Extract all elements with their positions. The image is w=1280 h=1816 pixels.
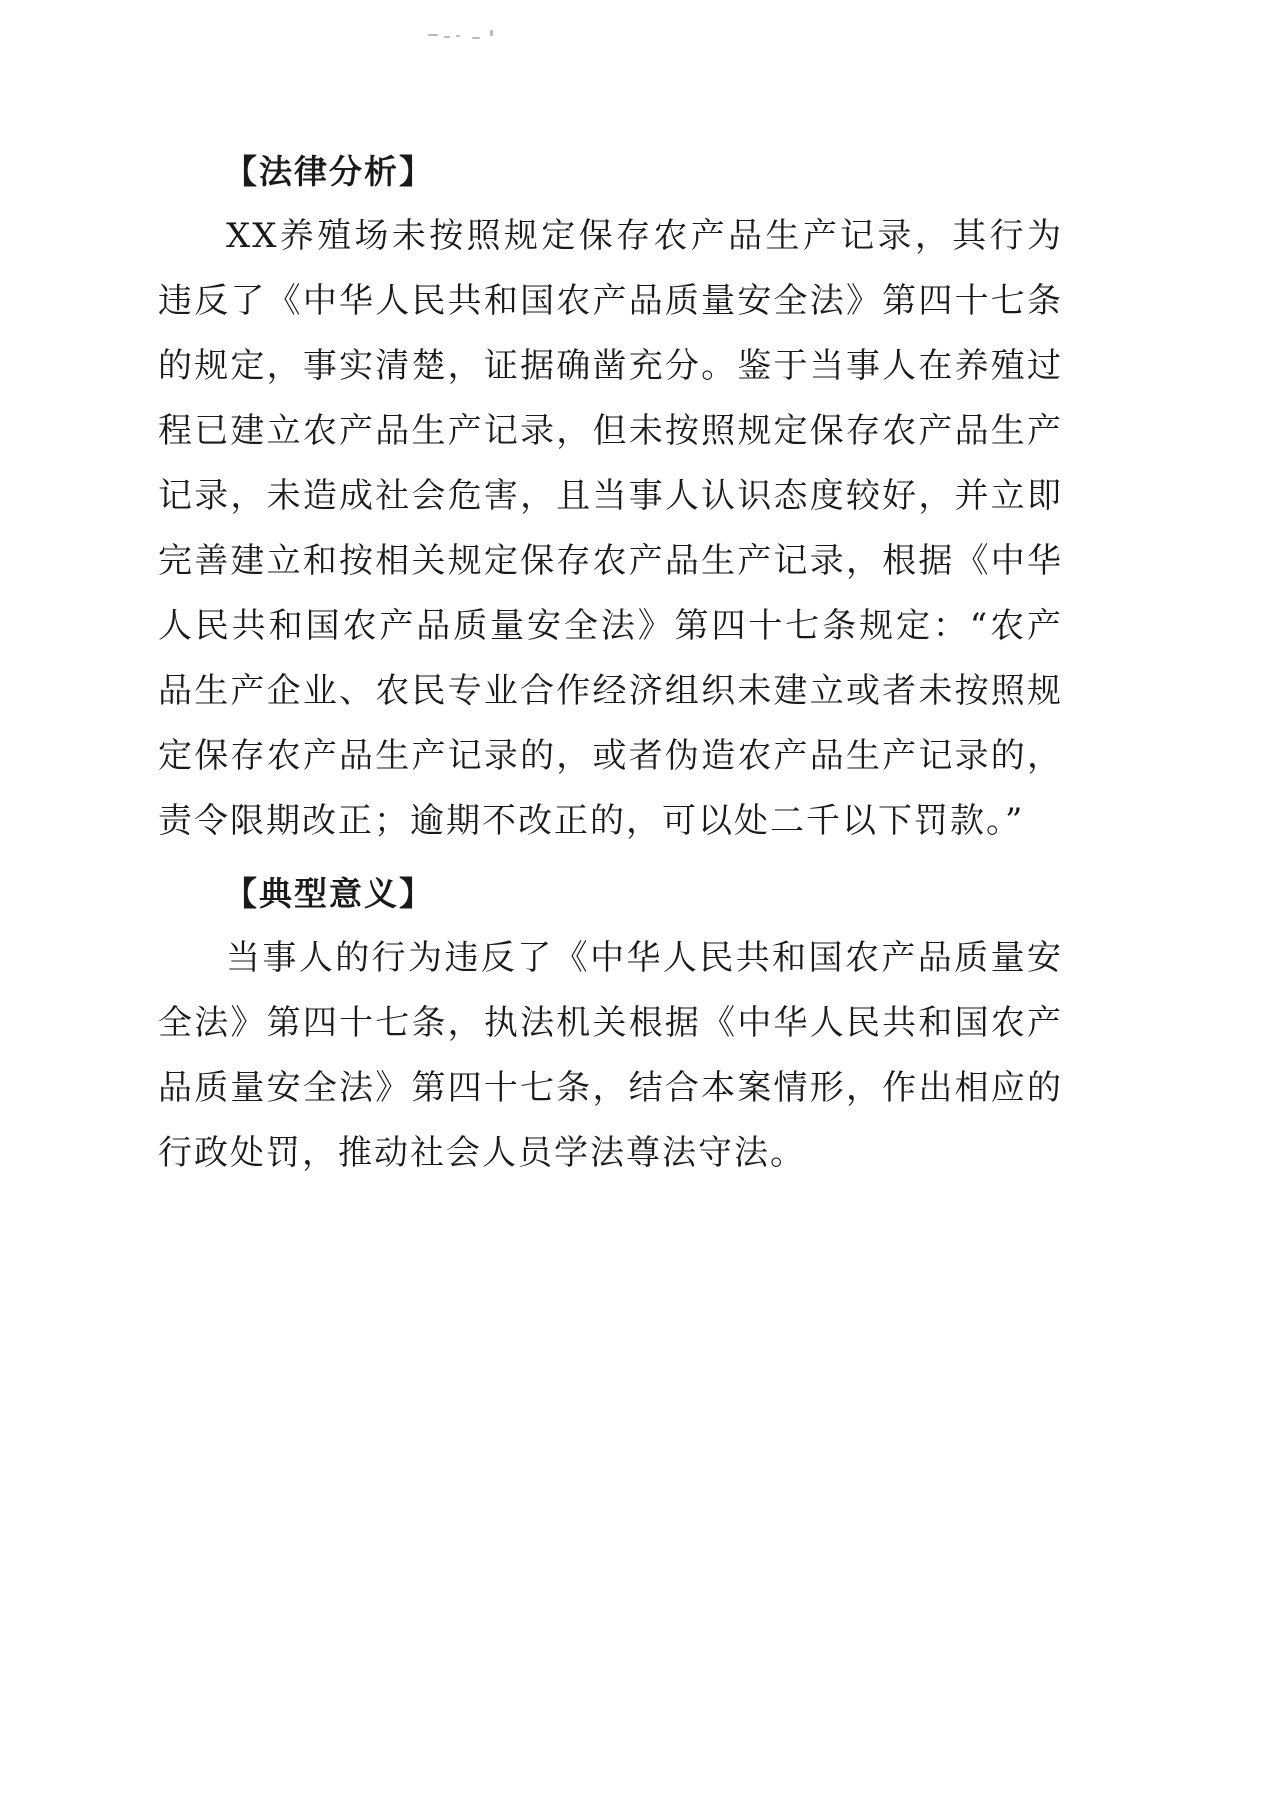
section-paragraph-typical-significance: 当事人的行为违反了《中华人民共和国农产品质量安全法》第四十七条，执法机关根据《中华人民共和国农产品质量安全法》第四十七条，结合本案情形，作出相应的行政处罚，推动社会人员学法尊法守法。 (158, 938, 1063, 1173)
section-heading-legal-analysis: 【法律分析】 (224, 152, 434, 191)
scan-artifact (428, 28, 518, 42)
section-heading-typical-significance: 【典型意义】 (224, 874, 434, 913)
document-body (158, 140, 1063, 1186)
section-paragraph-legal-analysis: XX养殖场未按照规定保存农产品生产记录，其行为违反了《中华人民共和国农产品质量安全法》第四十七条的规定，事实清楚，证据确凿充分。鉴于当事人在养殖过程已建立农产品生产记录，但未按照规定保存农产品生产记录，未造成社会危害，且当事人认识态度较好，并立即完善建立和按相关规定保存农产品生产记录，根据《中华人民共和国农产品质量安全法》第四十七条规定：“农产品生产企业、农民专业合作经济组织未建立或者未按照规定保存农产品生产记录的，或者伪造农产品生产记录的，责令限期改正；逾期不改正的，可以处二千以下罚款。” (158, 216, 1063, 841)
